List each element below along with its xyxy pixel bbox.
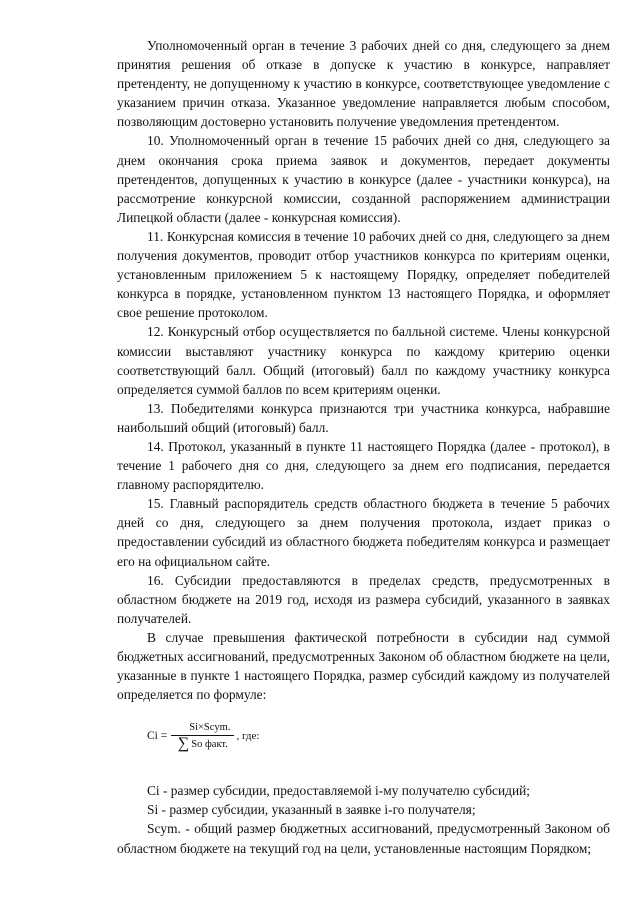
formula-denominator: So факт. xyxy=(191,738,228,750)
definition-scym: Scym. - общий размер бюджетных ассигнований, предусмотренный Законом об областном бюджете на текущий год на цели, установленные настоящим Порядком; xyxy=(117,821,610,856)
paragraph-16: 16. Субсидии предоставляются в пределах средств, предусмотренных в областном бюджете на 2019 год, исходя из размера субсидий, указанного в заявках получателей. xyxy=(117,572,610,626)
paragraph-11: 11. Конкурсная комиссия в течение 10 рабочих дней со дня, следующего за днем получения документов, проводит отбор участников конкурса по критериям оценки, установленным приложением 5 к настоящему Порядку, определяет победителей конкурса в порядке, установленном пунктом 13 настоящего Порядка, и оформляет свое решение протоколом. xyxy=(117,228,610,321)
document-body xyxy=(117,36,610,858)
paragraph-13: 13. Победителями конкурса признаются три участника конкурса, набравшие наибольший общий (итоговый) балл. xyxy=(117,400,610,435)
sum-symbol-icon: ∑ xyxy=(177,735,190,753)
paragraph-15: 15. Главный распорядитель средств областного бюджета в течение 5 рабочих дней со дня, следующего за днем получения протокола, издает приказ о предоставлении субсидий из областного бюджета победителям конкурса и размещает его на официальном сайте. xyxy=(117,496,610,569)
subsidy-formula xyxy=(147,721,259,751)
formula-denominator-group xyxy=(178,736,228,751)
formula-numerator: Si×Scym. xyxy=(171,721,234,736)
formula-block xyxy=(117,704,610,781)
paragraph-14: 14. Протокол, указанный в пункте 11 настоящего Порядка (далее - протокол), в течение 1 рабочего дня со дня, следующего за днем его подписания, передается главному распорядителю. xyxy=(117,438,610,493)
formula-fraction xyxy=(171,721,234,751)
formula-lhs: Ci = xyxy=(147,729,168,742)
paragraph-12: 12. Конкурсный отбор осуществляется по балльной системе. Члены конкурсной комиссии выставляют участнику конкурса по каждому критерию оценки соответствующий балл. Общий (итоговый) балл по каждому участнику конкурса определяется суммой баллов по всем критериям оценки. xyxy=(117,324,610,397)
formula-tail: , где: xyxy=(236,729,260,742)
definition-si: Si - размер субсидии, указанный в заявке i-го получателя; xyxy=(147,802,476,818)
paragraph-rejection-notice: Уполномоченный орган в течение 3 рабочих дней со дня, следующего за днем принятия решения об отказе в допуске к участию в конкурсе, направляет претенденту, не допущенному к участию в конкурсе, соответствующее уведомление с указанием причин отказа. Указанное уведомление направляется любым способом, позволяющим достоверно установить получение уведомления претендентом. xyxy=(117,38,610,130)
definition-ci: Ci - размер субсидии, предоставляемой i-му получателю субсидий; xyxy=(147,783,531,799)
paragraph-excess-demand: В случае превышения фактической потребности в субсидии над суммой бюджетных ассигнований, предусмотренных Законом об областном бюджете на цели, указанные в пункте 1 настоящего Порядка, размер субсидий каждому из получателей определяется по формуле: xyxy=(117,629,610,703)
paragraph-10: 10. Уполномоченный орган в течение 15 рабочих дней со дня, следующего за днем окончания срока приема заявок и документов, передает документы претендентов, допущенных к участию в конкурсе (далее - участники конкурса), на рассмотрение конкурсной комиссии, созданной распоряжением администрации Липецкой области (далее - конкурсная комиссия). xyxy=(117,133,610,225)
